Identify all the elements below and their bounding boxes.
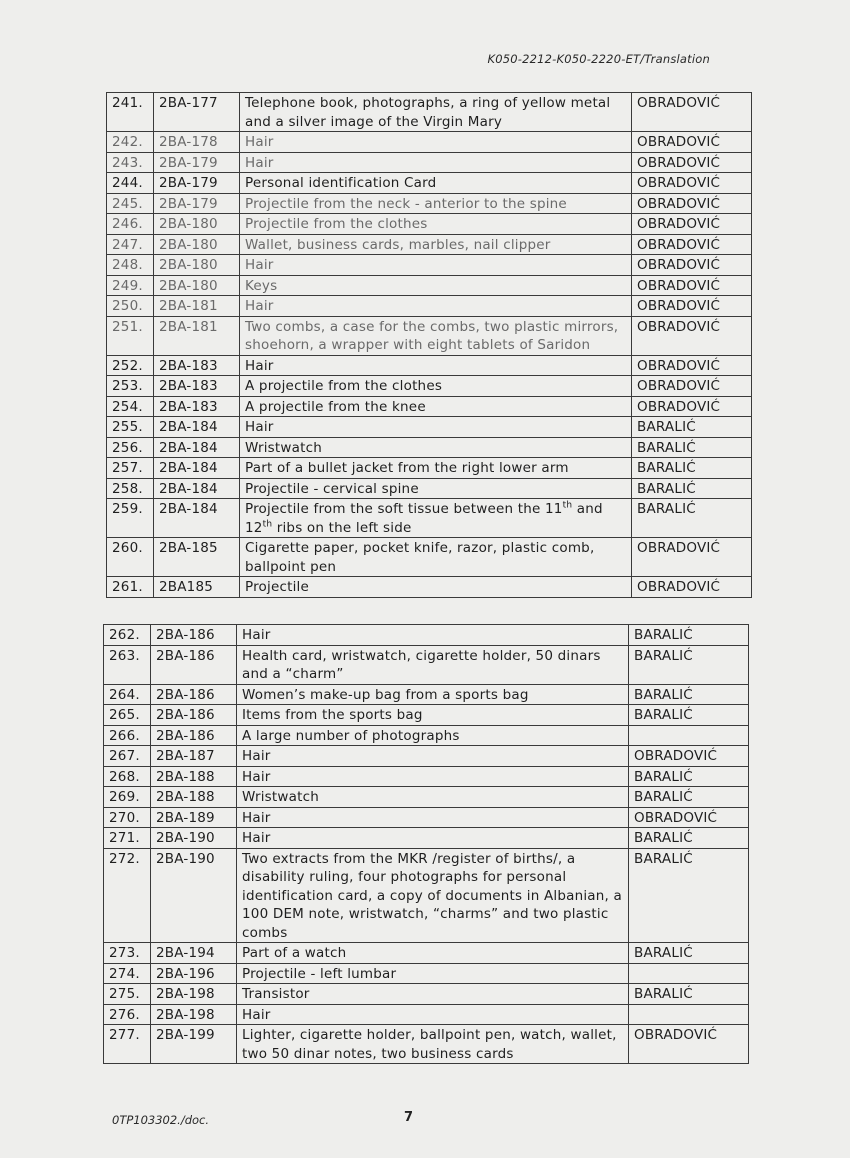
item-description: Hair bbox=[237, 625, 629, 646]
body-code: 2BA-184 bbox=[154, 499, 240, 538]
examiner-name: BARALIĆ bbox=[629, 943, 749, 964]
item-description: Wristwatch bbox=[240, 437, 632, 458]
document-reference: 0TP103302./doc. bbox=[112, 1113, 210, 1127]
table-row bbox=[104, 766, 749, 787]
item-description: Hair bbox=[240, 417, 632, 438]
item-number: 274. bbox=[104, 963, 151, 984]
item-number: 253. bbox=[107, 376, 154, 397]
body-code: 2BA-180 bbox=[154, 234, 240, 255]
body-code: 2BA-179 bbox=[154, 152, 240, 173]
item-description: Transistor bbox=[237, 984, 629, 1005]
item-number: 245. bbox=[107, 193, 154, 214]
item-number: 267. bbox=[104, 746, 151, 767]
examiner-name: OBRADOVIĆ bbox=[632, 538, 752, 577]
examiner-name: OBRADOVIĆ bbox=[632, 152, 752, 173]
table-row bbox=[107, 214, 752, 235]
item-number: 247. bbox=[107, 234, 154, 255]
examiner-name: BARALIĆ bbox=[632, 478, 752, 499]
item-number: 272. bbox=[104, 848, 151, 943]
item-description: Hair bbox=[240, 152, 632, 173]
body-code: 2BA-187 bbox=[151, 746, 237, 767]
desc-part: ribs on the left side bbox=[272, 519, 412, 536]
table-row bbox=[107, 478, 752, 499]
item-description: Hair bbox=[237, 766, 629, 787]
examiner-name: BARALIĆ bbox=[629, 984, 749, 1005]
table-row bbox=[104, 787, 749, 808]
evidence-table-2 bbox=[103, 624, 749, 1064]
examiner-name: BARALIĆ bbox=[629, 828, 749, 849]
body-code: 2BA-184 bbox=[154, 458, 240, 479]
examiner-name: BARALIĆ bbox=[629, 787, 749, 808]
examiner-name: OBRADOVIĆ bbox=[632, 93, 752, 132]
body-code: 2BA-196 bbox=[151, 963, 237, 984]
item-description: Projectile - left lumbar bbox=[237, 963, 629, 984]
body-code: 2BA-179 bbox=[154, 173, 240, 194]
examiner-name: BARALIĆ bbox=[629, 645, 749, 684]
examiner-name: BARALIĆ bbox=[632, 499, 752, 538]
body-code: 2BA-194 bbox=[151, 943, 237, 964]
item-number: 266. bbox=[104, 725, 151, 746]
table-row bbox=[107, 193, 752, 214]
item-number: 264. bbox=[104, 684, 151, 705]
superscript: th bbox=[262, 519, 273, 529]
examiner-name: BARALIĆ bbox=[629, 705, 749, 726]
item-description: Wallet, business cards, marbles, nail clipper bbox=[240, 234, 632, 255]
body-code: 2BA-188 bbox=[151, 766, 237, 787]
item-number: 276. bbox=[104, 1004, 151, 1025]
examiner-name: BARALIĆ bbox=[632, 458, 752, 479]
item-description: Projectile from the neck - anterior to the spine bbox=[240, 193, 632, 214]
body-code: 2BA-184 bbox=[154, 417, 240, 438]
item-number: 260. bbox=[107, 538, 154, 577]
table-row bbox=[104, 807, 749, 828]
item-description: Two combs, a case for the combs, two plastic mirrors, shoehorn, a wrapper with eight tablets of Saridon bbox=[240, 316, 632, 355]
table-row bbox=[104, 1004, 749, 1025]
body-code: 2BA-190 bbox=[151, 848, 237, 943]
body-code: 2BA-188 bbox=[151, 787, 237, 808]
table-row bbox=[107, 458, 752, 479]
examiner-name: BARALIĆ bbox=[629, 625, 749, 646]
item-number: 277. bbox=[104, 1025, 151, 1064]
body-code: 2BA-186 bbox=[151, 684, 237, 705]
item-number: 243. bbox=[107, 152, 154, 173]
item-number: 269. bbox=[104, 787, 151, 808]
item-number: 251. bbox=[107, 316, 154, 355]
examiner-name: OBRADOVIĆ bbox=[632, 355, 752, 376]
item-description bbox=[240, 499, 632, 538]
examiner-name: OBRADOVIĆ bbox=[632, 296, 752, 317]
examiner-name: OBRADOVIĆ bbox=[632, 214, 752, 235]
table-row bbox=[107, 173, 752, 194]
examiner-name: OBRADOVIĆ bbox=[632, 234, 752, 255]
body-code: 2BA-198 bbox=[151, 1004, 237, 1025]
evidence-table-1 bbox=[106, 92, 752, 598]
examiner-name bbox=[629, 963, 749, 984]
table-row bbox=[104, 725, 749, 746]
item-description: Hair bbox=[237, 1004, 629, 1025]
body-code: 2BA-178 bbox=[154, 132, 240, 153]
body-code: 2BA-198 bbox=[151, 984, 237, 1005]
item-number: 268. bbox=[104, 766, 151, 787]
desc-part: and 12 bbox=[245, 501, 603, 536]
translation-reference: K050-2212-K050-2220-ET/Translation bbox=[487, 52, 710, 66]
body-code: 2BA-180 bbox=[154, 275, 240, 296]
examiner-name: OBRADOVIĆ bbox=[629, 807, 749, 828]
table-row bbox=[107, 316, 752, 355]
page-number: 7 bbox=[404, 1110, 414, 1125]
body-code: 2BA-186 bbox=[151, 625, 237, 646]
table-row bbox=[107, 499, 752, 538]
body-code: 2BA-186 bbox=[151, 645, 237, 684]
item-number: 244. bbox=[107, 173, 154, 194]
item-description: Items from the sports bag bbox=[237, 705, 629, 726]
table-row bbox=[107, 132, 752, 153]
examiner-name: OBRADOVIĆ bbox=[632, 316, 752, 355]
body-code: 2BA-181 bbox=[154, 296, 240, 317]
item-description: Telephone book, photographs, a ring of yellow metal and a silver image of the Virgin Mary bbox=[240, 93, 632, 132]
item-description: Projectile bbox=[240, 577, 632, 598]
table-row bbox=[107, 396, 752, 417]
table-row bbox=[104, 1025, 749, 1064]
body-code: 2BA-183 bbox=[154, 396, 240, 417]
item-number: 263. bbox=[104, 645, 151, 684]
table-row bbox=[107, 296, 752, 317]
item-number: 270. bbox=[104, 807, 151, 828]
item-description: Hair bbox=[240, 296, 632, 317]
item-number: 246. bbox=[107, 214, 154, 235]
item-number: 262. bbox=[104, 625, 151, 646]
examiner-name: OBRADOVIĆ bbox=[632, 577, 752, 598]
examiner-name: OBRADOVIĆ bbox=[632, 396, 752, 417]
table-row bbox=[107, 93, 752, 132]
body-code: 2BA185 bbox=[154, 577, 240, 598]
examiner-name: OBRADOVIĆ bbox=[632, 376, 752, 397]
table-row bbox=[107, 355, 752, 376]
item-number: 261. bbox=[107, 577, 154, 598]
examiner-name: OBRADOVIĆ bbox=[629, 746, 749, 767]
item-description: Hair bbox=[237, 746, 629, 767]
examiner-name: OBRADOVIĆ bbox=[632, 173, 752, 194]
item-number: 255. bbox=[107, 417, 154, 438]
examiner-name bbox=[629, 1004, 749, 1025]
item-number: 241. bbox=[107, 93, 154, 132]
table-row bbox=[107, 577, 752, 598]
body-code: 2BA-199 bbox=[151, 1025, 237, 1064]
table-row bbox=[107, 437, 752, 458]
table-row bbox=[107, 538, 752, 577]
item-number: 257. bbox=[107, 458, 154, 479]
examiner-name: OBRADOVIĆ bbox=[632, 132, 752, 153]
item-description: Hair bbox=[240, 355, 632, 376]
item-number: 242. bbox=[107, 132, 154, 153]
item-description: Part of a watch bbox=[237, 943, 629, 964]
examiner-name bbox=[629, 725, 749, 746]
examiner-name: BARALIĆ bbox=[629, 684, 749, 705]
item-description: Keys bbox=[240, 275, 632, 296]
table-row bbox=[107, 275, 752, 296]
table-row bbox=[107, 376, 752, 397]
item-description: A large number of photographs bbox=[237, 725, 629, 746]
table-row bbox=[104, 705, 749, 726]
item-description: Hair bbox=[237, 807, 629, 828]
item-description: Two extracts from the MKR /register of births/, a disability ruling, four photographs for personal identification card, a copy of documents in Albanian, a 100 DEM note, wristwatch, “charms” and two plastic combs bbox=[237, 848, 629, 943]
table-row bbox=[104, 943, 749, 964]
item-number: 249. bbox=[107, 275, 154, 296]
table-row bbox=[104, 746, 749, 767]
item-description: Wristwatch bbox=[237, 787, 629, 808]
examiner-name: OBRADOVIĆ bbox=[629, 1025, 749, 1064]
item-number: 248. bbox=[107, 255, 154, 276]
item-description: Women’s make-up bag from a sports bag bbox=[237, 684, 629, 705]
item-description: A projectile from the clothes bbox=[240, 376, 632, 397]
body-code: 2BA-180 bbox=[154, 214, 240, 235]
item-description: Hair bbox=[237, 828, 629, 849]
item-description: Projectile from the clothes bbox=[240, 214, 632, 235]
item-description: Projectile - cervical spine bbox=[240, 478, 632, 499]
body-code: 2BA-181 bbox=[154, 316, 240, 355]
examiner-name: BARALIĆ bbox=[632, 417, 752, 438]
superscript: th bbox=[562, 500, 573, 511]
table-row bbox=[107, 234, 752, 255]
examiner-name: BARALIĆ bbox=[632, 437, 752, 458]
body-code: 2BA-189 bbox=[151, 807, 237, 828]
item-number: 250. bbox=[107, 296, 154, 317]
item-description: Personal identification Card bbox=[240, 173, 632, 194]
table-row bbox=[104, 963, 749, 984]
item-number: 252. bbox=[107, 355, 154, 376]
examiner-name: OBRADOVIĆ bbox=[632, 255, 752, 276]
item-description: A projectile from the knee bbox=[240, 396, 632, 417]
item-description: Health card, wristwatch, cigarette holder, 50 dinars and a “charm” bbox=[237, 645, 629, 684]
item-number: 271. bbox=[104, 828, 151, 849]
body-code: 2BA-184 bbox=[154, 478, 240, 499]
item-number: 254. bbox=[107, 396, 154, 417]
body-code: 2BA-186 bbox=[151, 725, 237, 746]
examiner-name: BARALIĆ bbox=[629, 848, 749, 943]
body-code: 2BA-186 bbox=[151, 705, 237, 726]
item-description: Cigarette paper, pocket knife, razor, plastic comb, ballpoint pen bbox=[240, 538, 632, 577]
item-description: Lighter, cigarette holder, ballpoint pen, watch, wallet, two 50 dinar notes, two business cards bbox=[237, 1025, 629, 1064]
item-number: 258. bbox=[107, 478, 154, 499]
item-number: 273. bbox=[104, 943, 151, 964]
body-code: 2BA-183 bbox=[154, 355, 240, 376]
body-code: 2BA-177 bbox=[154, 93, 240, 132]
body-code: 2BA-185 bbox=[154, 538, 240, 577]
table-row bbox=[107, 417, 752, 438]
body-code: 2BA-183 bbox=[154, 376, 240, 397]
item-description: Part of a bullet jacket from the right lower arm bbox=[240, 458, 632, 479]
table-row bbox=[104, 984, 749, 1005]
table-row bbox=[107, 152, 752, 173]
item-number: 256. bbox=[107, 437, 154, 458]
table-row bbox=[104, 645, 749, 684]
body-code: 2BA-184 bbox=[154, 437, 240, 458]
body-code: 2BA-190 bbox=[151, 828, 237, 849]
examiner-name: BARALIĆ bbox=[629, 766, 749, 787]
item-description: Hair bbox=[240, 255, 632, 276]
body-code: 2BA-179 bbox=[154, 193, 240, 214]
examiner-name: OBRADOVIĆ bbox=[632, 275, 752, 296]
desc-part: Projectile from the soft tissue between the 11 bbox=[245, 501, 563, 517]
body-code: 2BA-180 bbox=[154, 255, 240, 276]
table-row bbox=[104, 848, 749, 943]
item-number: 259. bbox=[107, 499, 154, 538]
table-row bbox=[104, 625, 749, 646]
table-row bbox=[107, 255, 752, 276]
item-number: 265. bbox=[104, 705, 151, 726]
table-row bbox=[104, 684, 749, 705]
examiner-name: OBRADOVIĆ bbox=[632, 193, 752, 214]
item-description: Hair bbox=[240, 132, 632, 153]
item-number: 275. bbox=[104, 984, 151, 1005]
table-row bbox=[104, 828, 749, 849]
